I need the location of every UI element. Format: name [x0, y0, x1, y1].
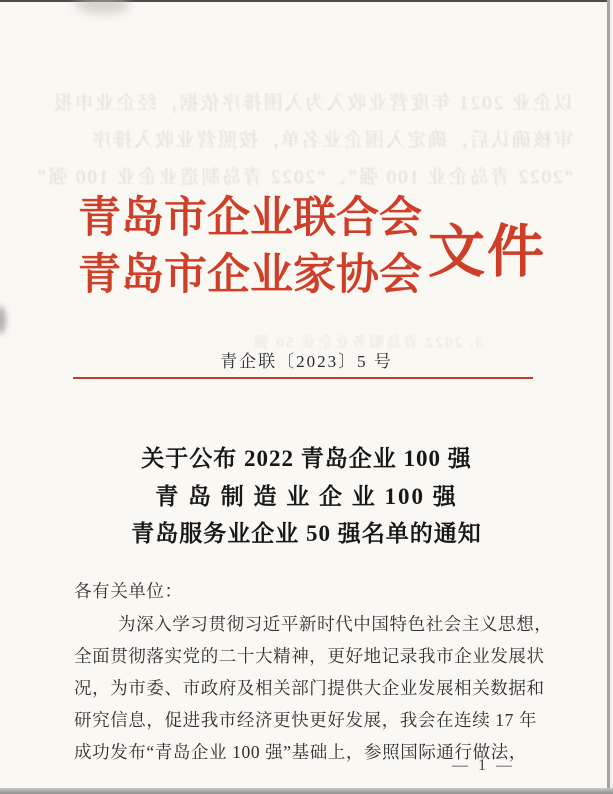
- letterhead: [78, 190, 553, 304]
- letterhead-divider-rule: [73, 377, 533, 379]
- org-name-line-1: 青岛市企业联合会: [78, 195, 422, 242]
- scan-edge-bottom: [0, 788, 613, 794]
- org-name-line-2: 青岛市企业家协会: [78, 252, 422, 299]
- bleed-through-line: “2022 青岛企业 100 强”、“2022 青岛制造业企业 100 强”: [35, 167, 573, 188]
- body-line: 全面贯彻落实党的二十大精神，更好地记录我市企业发展状: [74, 646, 545, 666]
- page-number: — 1 —: [452, 757, 515, 774]
- bleed-through-line: 以企业 2021 年度营业收入为入围排序依据，经企业申报: [51, 93, 573, 114]
- bleed-through-line: 审核确认后，确定入围企业名单，按照营业收入排序: [89, 130, 573, 151]
- body-line: 成功发布“青岛企业 100 强”基础上，参照国际通行做法，: [74, 742, 527, 762]
- title-line-2: 青 岛 制 造 业 企 业 100 强: [155, 483, 458, 509]
- title-line-1: 关于公布 2022 青岛企业 100 强: [141, 446, 472, 471]
- scan-edge-right: [607, 0, 610, 794]
- salutation: 各有关单位：: [74, 581, 183, 601]
- issuing-organizations: [78, 190, 422, 304]
- scan-smudge-top: [75, 0, 130, 14]
- scan-smudge-left: [0, 306, 6, 334]
- document-title: [0, 440, 613, 553]
- body-line: 为深入学习贯彻习近平新时代中国特色社会主义思想，: [118, 614, 553, 634]
- body-line: 研究信息，促进我市经济更快更好发展，我会在连续 17 年: [74, 710, 538, 730]
- body-line: 况，为市委、市政府及相关部门提供大企业发展相关数据和: [74, 678, 545, 698]
- document-type-label: 文件: [428, 221, 546, 284]
- bleed-through-line: 3. 2022 青岛服务业企业 50 强: [251, 335, 483, 351]
- document-number: 青企联〔2023〕5 号: [220, 352, 393, 371]
- title-line-3: 青岛服务业企业 50 强名单的通知: [131, 521, 482, 546]
